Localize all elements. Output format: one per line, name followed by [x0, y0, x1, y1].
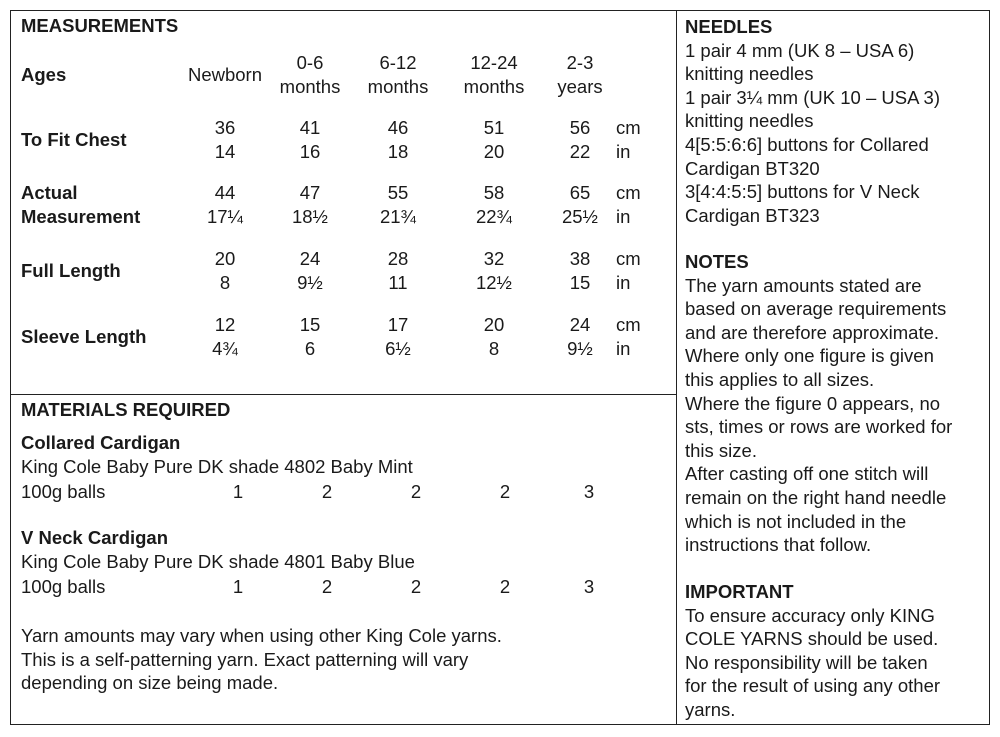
ages-label: Ages — [21, 64, 67, 85]
age-header-line: 12-24 — [470, 52, 518, 73]
unit-in: in — [616, 272, 631, 293]
notes-line: and are therefore approximate. — [685, 321, 940, 343]
age-header-line: 6-12 — [379, 52, 417, 73]
measurement-cm-value: 56 — [569, 117, 591, 138]
notes-line: remain on the right hand needle — [685, 486, 947, 508]
age-header — [444, 51, 544, 99]
measurement-in-value: 25½ — [561, 206, 598, 227]
needles-lines — [685, 39, 940, 228]
needles-line: 1 pair 3¼ mm (UK 10 – USA 3) — [685, 86, 940, 108]
measurement-cm-value: 32 — [483, 248, 505, 269]
balls-count: 2 — [321, 481, 333, 502]
materials-heading: MATERIALS REQUIRED — [21, 399, 231, 420]
important-line: COLE YARNS should be used. — [685, 628, 939, 650]
measurement-cm-value: 46 — [387, 117, 409, 138]
notes-line: The yarn amounts stated are — [685, 274, 922, 296]
needles-line: 1 pair 4 mm (UK 8 – USA 6) — [685, 39, 915, 61]
notes-line: which is not included in the — [685, 510, 907, 532]
measurement-cm-value: 38 — [569, 248, 591, 269]
measurement-cm-value: 65 — [569, 182, 591, 203]
measurement-in-value: 11 — [388, 272, 408, 293]
age-header-line: 0-6 — [296, 52, 324, 73]
measurement-in-value: 18 — [387, 141, 409, 162]
needles-line: 3[4:4:5:5] buttons for V Neck — [685, 181, 920, 203]
measurement-in-value: 6 — [304, 338, 316, 359]
measurement-cm-value: 44 — [214, 182, 236, 203]
measurement-in-value: 4¾ — [212, 338, 238, 359]
age-header-line: months — [367, 76, 429, 97]
measurement-label-line: Full Length — [21, 260, 121, 281]
measurement-cm-value: 47 — [299, 182, 321, 203]
measurement-cm-value: 12 — [214, 314, 236, 335]
measurement-cm-value: 28 — [387, 248, 409, 269]
notes-line: Where the figure 0 appears, no — [685, 392, 941, 414]
notes-line: based on average requirements — [685, 298, 947, 320]
yarn-note-line: This is a self-patterning yarn. Exact patterning will vary — [21, 648, 469, 670]
unit-in: in — [616, 141, 631, 162]
needles-line: knitting needles — [685, 63, 814, 85]
important-heading: IMPORTANT — [685, 581, 794, 602]
age-header — [530, 51, 630, 99]
unit-cm: cm — [616, 182, 641, 203]
measurement-in-value: 17¼ — [206, 206, 243, 227]
important-lines — [685, 604, 940, 722]
balls-count: 2 — [499, 481, 511, 502]
measurement-cm-value: 51 — [483, 117, 505, 138]
unit-in: in — [616, 206, 631, 227]
measurement-in-value: 8 — [219, 272, 231, 293]
column-divider — [676, 10, 677, 725]
important-line: To ensure accuracy only KING — [685, 604, 935, 626]
notes-line: Where only one figure is given — [685, 345, 934, 367]
important-line: yarns. — [685, 698, 736, 720]
notes-line: sts, times or rows are worked for — [685, 416, 953, 438]
needles-line: knitting needles — [685, 110, 814, 132]
measurement-cm-value: 36 — [214, 117, 236, 138]
balls-count: 1 — [232, 576, 244, 597]
material-yarn: King Cole Baby Pure DK shade 4801 Baby Blue — [21, 551, 415, 572]
notes-lines — [685, 274, 952, 557]
measurement-label-line: To Fit Chest — [21, 129, 127, 150]
balls-label: 100g balls — [21, 481, 106, 502]
balls-count: 3 — [583, 576, 595, 597]
measurement-cm-value: 24 — [569, 314, 591, 335]
age-header — [260, 51, 360, 99]
notes-line: this applies to all sizes. — [685, 368, 875, 390]
measurement-cm-value: 41 — [299, 117, 321, 138]
measurement-cm-value: 20 — [483, 314, 505, 335]
notes-line: After casting off one stitch will — [685, 463, 929, 485]
balls-count: 3 — [583, 481, 595, 502]
measurement-in-value: 21¾ — [379, 206, 416, 227]
measurement-cm-value: 58 — [483, 182, 505, 203]
measurement-label-line: Actual — [21, 182, 78, 203]
measurement-in-value: 16 — [299, 141, 321, 162]
measurement-label-line: Sleeve Length — [21, 326, 147, 347]
needles-line: Cardigan BT320 — [685, 157, 820, 179]
measurement-in-value: 8 — [488, 338, 500, 359]
measurement-in-value: 12½ — [475, 272, 512, 293]
measurement-cm-value: 55 — [387, 182, 409, 203]
unit-cm: cm — [616, 248, 641, 269]
yarn-note-line: Yarn amounts may vary when using other King Cole yarns. — [21, 625, 502, 646]
important-section — [685, 580, 940, 722]
notes-heading: NOTES — [685, 251, 749, 272]
age-header-line: 2-3 — [566, 52, 594, 73]
age-header-line: months — [463, 76, 525, 97]
material-name: Collared Cardigan — [21, 432, 181, 453]
measurement-label — [21, 325, 146, 349]
measurement-in-value: 6½ — [385, 338, 411, 359]
measurement-in-value: 22 — [569, 141, 591, 162]
balls-count: 2 — [321, 576, 333, 597]
needles-heading: NEEDLES — [685, 16, 773, 37]
measurement-label — [21, 259, 121, 283]
measurements-heading: MEASUREMENTS — [21, 15, 179, 36]
age-header — [348, 51, 448, 99]
measurement-in-value: 14 — [214, 141, 236, 162]
measurement-in-value: 22¾ — [475, 206, 512, 227]
unit-cm: cm — [616, 314, 641, 335]
measurement-in-value: 9½ — [297, 272, 323, 293]
important-line: No responsibility will be taken — [685, 651, 928, 673]
unit-cm: cm — [616, 117, 641, 138]
needles-section — [685, 15, 940, 227]
balls-count: 2 — [410, 481, 422, 502]
important-line: for the result of using any other — [685, 675, 941, 697]
measurement-in-value: 15 — [569, 272, 591, 293]
measurement-cm-value: 20 — [214, 248, 236, 269]
measurement-cm-value: 24 — [299, 248, 321, 269]
balls-count: 1 — [232, 481, 244, 502]
needles-line: 4[5:5:6:6] buttons for Collared — [685, 133, 929, 155]
age-header-line: months — [279, 76, 341, 97]
measurement-cm-value: 17 — [387, 314, 409, 335]
material-name: V Neck Cardigan — [21, 527, 169, 548]
measurement-label — [21, 181, 140, 229]
measurement-in-value: 9½ — [567, 338, 593, 359]
material-yarn: King Cole Baby Pure DK shade 4802 Baby Mint — [21, 456, 413, 477]
measurement-label-line: Measurement — [21, 206, 141, 227]
age-header-line: Newborn — [187, 64, 263, 85]
unit-in: in — [616, 338, 631, 359]
balls-label: 100g balls — [21, 576, 106, 597]
measurement-in-value: 20 — [483, 141, 505, 162]
measurement-label — [21, 128, 127, 152]
notes-line: instructions that follow. — [685, 534, 872, 556]
needles-line: Cardigan BT323 — [685, 204, 820, 226]
measurement-in-value: 18½ — [291, 206, 328, 227]
notes-line: this size. — [685, 439, 757, 461]
notes-section — [685, 250, 952, 557]
yarn-note-line: depending on size being made. — [21, 672, 279, 694]
balls-count: 2 — [499, 576, 511, 597]
measurement-cm-value: 15 — [299, 314, 321, 335]
age-header-line: years — [557, 76, 603, 97]
balls-count: 2 — [410, 576, 422, 597]
section-divider — [10, 394, 677, 395]
yarn-note — [21, 624, 502, 695]
